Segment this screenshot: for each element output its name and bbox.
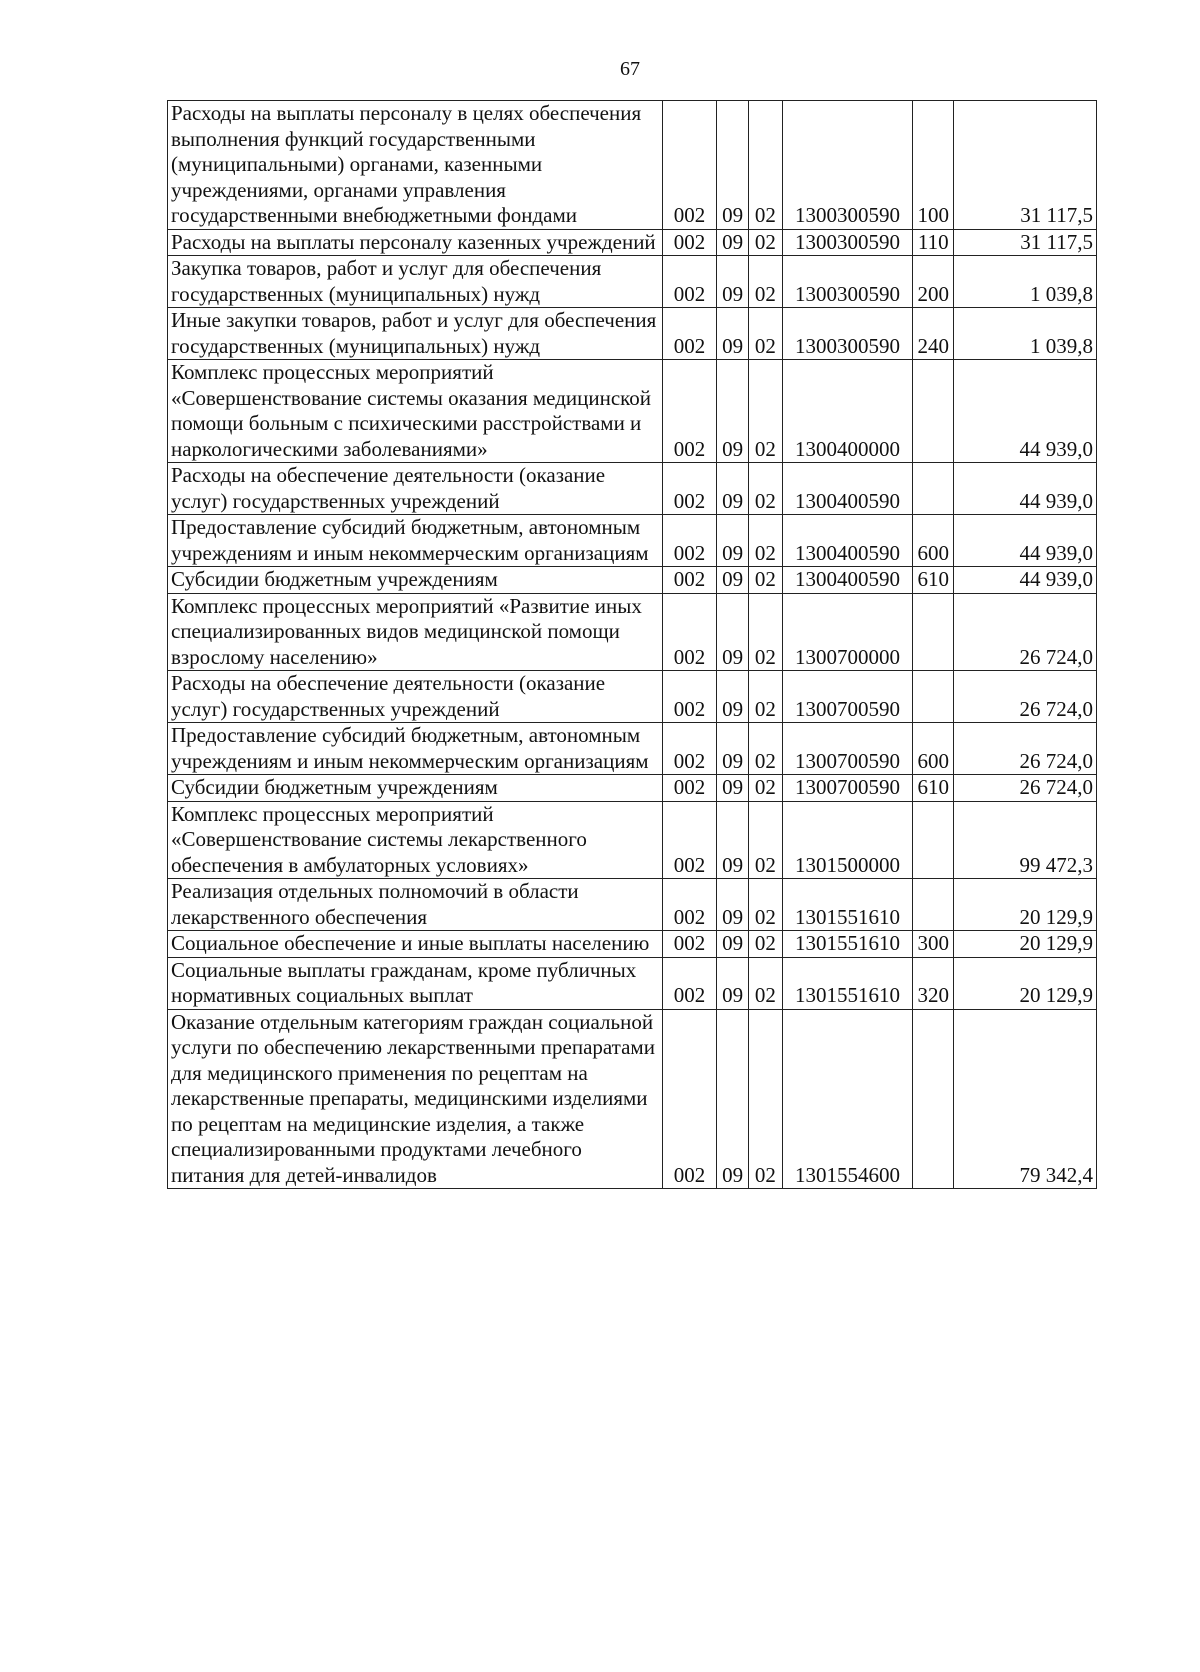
subsection-code-cell: 02 <box>748 308 782 360</box>
table-row <box>168 931 1097 958</box>
row-name-cell: Расходы на обеспечение деятельности (оказание услуг) государственных учреждений <box>168 671 663 723</box>
amount-cell: 26 724,0 <box>954 671 1097 723</box>
section-code-cell: 09 <box>717 879 749 931</box>
expense-type-cell: 200 <box>913 256 954 308</box>
subsection-code-cell: 02 <box>748 229 782 256</box>
row-name-cell: Социальные выплаты гражданам, кроме публичных нормативных социальных выплат <box>168 957 663 1009</box>
ministry-code-cell: 002 <box>662 463 716 515</box>
row-name-cell: Субсидии бюджетным учреждениям <box>168 567 663 594</box>
subsection-code-cell: 02 <box>748 879 782 931</box>
table-row <box>168 957 1097 1009</box>
subsection-code-cell: 02 <box>748 593 782 671</box>
expense-type-cell: 610 <box>913 775 954 802</box>
target-article-cell: 1300300590 <box>782 256 912 308</box>
row-name-cell: Комплекс процессных мероприятий «Совершенствование системы лекарственного обеспечения в амбулаторных условиях» <box>168 801 663 879</box>
target-article-cell: 1301500000 <box>782 801 912 879</box>
amount-cell: 26 724,0 <box>954 775 1097 802</box>
table-body <box>168 101 1097 1189</box>
amount-cell: 99 472,3 <box>954 801 1097 879</box>
ministry-code-cell: 002 <box>662 879 716 931</box>
subsection-code-cell: 02 <box>748 256 782 308</box>
amount-cell: 20 129,9 <box>954 931 1097 958</box>
section-code-cell: 09 <box>717 723 749 775</box>
budget-table <box>167 100 1097 1189</box>
section-code-cell: 09 <box>717 801 749 879</box>
subsection-code-cell: 02 <box>748 515 782 567</box>
section-code-cell: 09 <box>717 567 749 594</box>
row-name-cell: Социальное обеспечение и иные выплаты населению <box>168 931 663 958</box>
subsection-code-cell: 02 <box>748 775 782 802</box>
table-row <box>168 360 1097 463</box>
table-row <box>168 101 1097 230</box>
table-row <box>168 775 1097 802</box>
ministry-code-cell: 002 <box>662 567 716 594</box>
table-row <box>168 567 1097 594</box>
amount-cell: 44 939,0 <box>954 567 1097 594</box>
ministry-code-cell: 002 <box>662 801 716 879</box>
target-article-cell: 1300400590 <box>782 515 912 567</box>
table-row <box>168 229 1097 256</box>
amount-cell: 20 129,9 <box>954 879 1097 931</box>
section-code-cell: 09 <box>717 360 749 463</box>
target-article-cell: 1301551610 <box>782 879 912 931</box>
table-row <box>168 308 1097 360</box>
target-article-cell: 1301554600 <box>782 1009 912 1189</box>
expense-type-cell: 110 <box>913 229 954 256</box>
subsection-code-cell: 02 <box>748 360 782 463</box>
table-row <box>168 879 1097 931</box>
section-code-cell: 09 <box>717 1009 749 1189</box>
ministry-code-cell: 002 <box>662 515 716 567</box>
expense-type-cell: 320 <box>913 957 954 1009</box>
section-code-cell: 09 <box>717 463 749 515</box>
section-code-cell: 09 <box>717 931 749 958</box>
table-row <box>168 463 1097 515</box>
subsection-code-cell: 02 <box>748 1009 782 1189</box>
row-name-cell: Оказание отдельным категориям граждан социальной услуги по обеспечению лекарственными препаратами для медицинского применения по рецептам на лекарственные препараты, медицинскими изделиями по рецептам на медицинские изделия, а также специализированными продуктами лечебного питания для детей-инвалидов <box>168 1009 663 1189</box>
row-name-cell: Расходы на выплаты персоналу казенных учреждений <box>168 229 663 256</box>
amount-cell: 1 039,8 <box>954 256 1097 308</box>
target-article-cell: 1300300590 <box>782 308 912 360</box>
ministry-code-cell: 002 <box>662 256 716 308</box>
table-row <box>168 256 1097 308</box>
ministry-code-cell: 002 <box>662 931 716 958</box>
section-code-cell: 09 <box>717 671 749 723</box>
ministry-code-cell: 002 <box>662 957 716 1009</box>
table-row <box>168 515 1097 567</box>
section-code-cell: 09 <box>717 957 749 1009</box>
subsection-code-cell: 02 <box>748 567 782 594</box>
expense-type-cell: 610 <box>913 567 954 594</box>
target-article-cell: 1300700000 <box>782 593 912 671</box>
amount-cell: 20 129,9 <box>954 957 1097 1009</box>
row-name-cell: Расходы на обеспечение деятельности (оказание услуг) государственных учреждений <box>168 463 663 515</box>
expense-type-cell: 300 <box>913 931 954 958</box>
ministry-code-cell: 002 <box>662 775 716 802</box>
ministry-code-cell: 002 <box>662 723 716 775</box>
amount-cell: 31 117,5 <box>954 101 1097 230</box>
target-article-cell: 1300700590 <box>782 671 912 723</box>
ministry-code-cell: 002 <box>662 593 716 671</box>
expense-type-cell: 240 <box>913 308 954 360</box>
section-code-cell: 09 <box>717 775 749 802</box>
target-article-cell: 1301551610 <box>782 931 912 958</box>
subsection-code-cell: 02 <box>748 723 782 775</box>
section-code-cell: 09 <box>717 515 749 567</box>
table-row <box>168 801 1097 879</box>
subsection-code-cell: 02 <box>748 957 782 1009</box>
page-number: 67 <box>620 58 640 80</box>
target-article-cell: 1300400590 <box>782 463 912 515</box>
row-name-cell: Расходы на выплаты персоналу в целях обеспечения выполнения функций государственными (муниципальными) органами, казенными учреждениями, органами управления государственными внебюджетными фондами <box>168 101 663 230</box>
section-code-cell: 09 <box>717 256 749 308</box>
ministry-code-cell: 002 <box>662 308 716 360</box>
expense-type-cell <box>913 879 954 931</box>
amount-cell: 1 039,8 <box>954 308 1097 360</box>
row-name-cell: Закупка товаров, работ и услуг для обеспечения государственных (муниципальных) нужд <box>168 256 663 308</box>
row-name-cell: Реализация отдельных полномочий в области лекарственного обеспечения <box>168 879 663 931</box>
section-code-cell: 09 <box>717 593 749 671</box>
expense-type-cell <box>913 360 954 463</box>
target-article-cell: 1300300590 <box>782 101 912 230</box>
ministry-code-cell: 002 <box>662 1009 716 1189</box>
subsection-code-cell: 02 <box>748 671 782 723</box>
row-name-cell: Предоставление субсидий бюджетным, автономным учреждениям и иным некоммерческим организациям <box>168 723 663 775</box>
table-row <box>168 1009 1097 1189</box>
amount-cell: 44 939,0 <box>954 515 1097 567</box>
section-code-cell: 09 <box>717 308 749 360</box>
amount-cell: 26 724,0 <box>954 593 1097 671</box>
expense-type-cell: 100 <box>913 101 954 230</box>
row-name-cell: Иные закупки товаров, работ и услуг для обеспечения государственных (муниципальных) нужд <box>168 308 663 360</box>
expense-type-cell: 600 <box>913 723 954 775</box>
ministry-code-cell: 002 <box>662 101 716 230</box>
section-code-cell: 09 <box>717 229 749 256</box>
target-article-cell: 1300400590 <box>782 567 912 594</box>
table-row <box>168 593 1097 671</box>
subsection-code-cell: 02 <box>748 931 782 958</box>
expense-type-cell <box>913 1009 954 1189</box>
ministry-code-cell: 002 <box>662 671 716 723</box>
table-row <box>168 671 1097 723</box>
row-name-cell: Предоставление субсидий бюджетным, автономным учреждениям и иным некоммерческим организациям <box>168 515 663 567</box>
amount-cell: 31 117,5 <box>954 229 1097 256</box>
ministry-code-cell: 002 <box>662 229 716 256</box>
amount-cell: 26 724,0 <box>954 723 1097 775</box>
section-code-cell: 09 <box>717 101 749 230</box>
amount-cell: 44 939,0 <box>954 360 1097 463</box>
row-name-cell: Комплекс процессных мероприятий «Развитие иных специализированных видов медицинской помощи взрослому населению» <box>168 593 663 671</box>
expense-type-cell <box>913 801 954 879</box>
target-article-cell: 1300400000 <box>782 360 912 463</box>
expense-type-cell <box>913 671 954 723</box>
amount-cell: 44 939,0 <box>954 463 1097 515</box>
expense-type-cell <box>913 593 954 671</box>
target-article-cell: 1300700590 <box>782 775 912 802</box>
expense-type-cell: 600 <box>913 515 954 567</box>
row-name-cell: Комплекс процессных мероприятий «Совершенствование системы оказания медицинской помощи больным с психическими расстройствами и наркологическими заболеваниями» <box>168 360 663 463</box>
subsection-code-cell: 02 <box>748 801 782 879</box>
target-article-cell: 1301551610 <box>782 957 912 1009</box>
amount-cell: 79 342,4 <box>954 1009 1097 1189</box>
table-row <box>168 723 1097 775</box>
target-article-cell: 1300700590 <box>782 723 912 775</box>
row-name-cell: Субсидии бюджетным учреждениям <box>168 775 663 802</box>
subsection-code-cell: 02 <box>748 101 782 230</box>
ministry-code-cell: 002 <box>662 360 716 463</box>
subsection-code-cell: 02 <box>748 463 782 515</box>
target-article-cell: 1300300590 <box>782 229 912 256</box>
expense-type-cell <box>913 463 954 515</box>
